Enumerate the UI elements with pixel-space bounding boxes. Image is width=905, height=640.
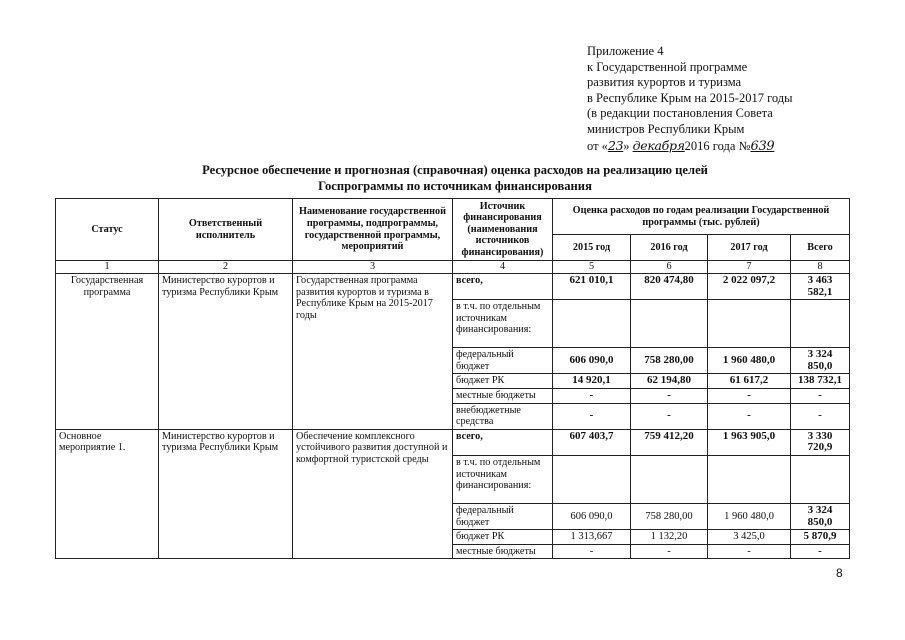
value-2015: 606 090,0 <box>553 503 631 529</box>
header-2016: 2016 год <box>631 235 708 261</box>
value-2016: - <box>631 403 708 429</box>
table-row <box>56 429 850 455</box>
value-2016: 759 412,20 <box>631 429 708 455</box>
value-2016: 758 280,00 <box>631 503 708 529</box>
value-2015: - <box>553 544 631 559</box>
col-number: 6 <box>631 261 708 274</box>
value-2015: - <box>553 403 631 429</box>
value-2015: - <box>553 388 631 403</box>
program-name-cell: Государственная программа развития курортов и туризма в Республике Крым на 2015-2017 годы <box>293 274 453 430</box>
value-2017: - <box>708 544 791 559</box>
col-number: 1 <box>56 261 159 274</box>
status-cell: Государственная программа <box>56 274 159 430</box>
value-2015 <box>553 455 631 503</box>
expenses-table <box>55 198 850 559</box>
source-cell: федеральный бюджет <box>453 503 553 529</box>
value-total: - <box>791 388 850 403</box>
value-total: 3 463 582,1 <box>791 274 850 300</box>
source-cell: бюджет РК <box>453 374 553 389</box>
source-cell: всего, <box>453 274 553 300</box>
value-2017: 1 960 480,0 <box>708 503 791 529</box>
date-prefix: от « <box>587 138 608 153</box>
value-2016: - <box>631 544 708 559</box>
appendix-line: к Государственной программе <box>587 59 748 74</box>
value-total: - <box>791 544 850 559</box>
source-cell: бюджет РК <box>453 530 553 545</box>
appendix-line: министров Республики Крым <box>587 121 745 136</box>
appendix-date-line <box>587 138 847 155</box>
value-total: 3 324 850,0 <box>791 503 850 529</box>
appendix-header <box>587 44 847 154</box>
column-numbers-row <box>56 261 850 274</box>
value-2017 <box>708 455 791 503</box>
col-number: 5 <box>553 261 631 274</box>
appendix-line: в Республике Крым на 2015-2017 годы <box>587 90 793 105</box>
document-title <box>60 162 850 194</box>
value-2016: 1 132,20 <box>631 530 708 545</box>
status-cell: Основное мероприятие 1. <box>56 429 159 559</box>
date-year: 2016 года № <box>684 138 751 153</box>
col-number: 2 <box>159 261 293 274</box>
title-line-1: Ресурсное обеспечение и прогнозная (справочная) оценка расходов на реализацию целей <box>202 163 708 177</box>
program-name-cell: Обеспечение комплексного устойчивого развития доступной и комфортной туристской среды <box>293 429 453 559</box>
value-total: 3 324 850,0 <box>791 348 850 374</box>
value-total: - <box>791 403 850 429</box>
page-number: 8 <box>836 566 843 580</box>
col-number: 7 <box>708 261 791 274</box>
source-cell: в т.ч. по отдельным источникам финансирования: <box>453 300 553 348</box>
source-cell: внебюджетные средства <box>453 403 553 429</box>
col-number: 8 <box>791 261 850 274</box>
header-2017: 2017 год <box>708 235 791 261</box>
value-total: 5 870,9 <box>791 530 850 545</box>
appendix-line: (в редакции постановления Совета <box>587 106 773 121</box>
header-total: Всего <box>791 235 850 261</box>
header-2015: 2015 год <box>553 235 631 261</box>
value-2016 <box>631 455 708 503</box>
header-row-1 <box>56 199 850 235</box>
value-2017 <box>708 300 791 348</box>
value-total: 3 330 720,9 <box>791 429 850 455</box>
col-number: 3 <box>293 261 453 274</box>
header-executor: Ответственный исполнитель <box>159 199 293 261</box>
source-cell: федеральный бюджет <box>453 348 553 374</box>
value-2017: 61 617,2 <box>708 374 791 389</box>
value-total <box>791 300 850 348</box>
value-2017: 1 960 480,0 <box>708 348 791 374</box>
source-cell: местные бюджеты <box>453 544 553 559</box>
value-2015: 14 920,1 <box>553 374 631 389</box>
value-2015: 621 010,1 <box>553 274 631 300</box>
header-estimate: Оценка расходов по годам реализации Государственной программы (тыс. рублей) <box>553 199 850 235</box>
value-2016: - <box>631 388 708 403</box>
header-status: Статус <box>56 199 159 261</box>
value-2015 <box>553 300 631 348</box>
appendix-line: Приложение 4 <box>587 44 664 58</box>
col-number: 4 <box>453 261 553 274</box>
title-line-2: Госпрограммы по источникам финансирования <box>318 179 592 193</box>
date-mid: » <box>623 138 633 153</box>
value-2017: 3 425,0 <box>708 530 791 545</box>
source-cell: местные бюджеты <box>453 388 553 403</box>
table-row <box>56 274 850 300</box>
value-2016: 758 280,00 <box>631 348 708 374</box>
handwritten-month: декабря <box>632 137 685 153</box>
handwritten-day: 23 <box>607 137 624 153</box>
value-2017: 1 963 905,0 <box>708 429 791 455</box>
value-2015: 607 403,7 <box>553 429 631 455</box>
value-2016: 62 194,80 <box>631 374 708 389</box>
appendix-line: развития курортов и туризма <box>587 75 742 90</box>
value-total: 138 732,1 <box>791 374 850 389</box>
header-program-name: Наименование государственной программы, подпрограммы, государственной программы, мероприятий <box>293 199 453 261</box>
value-2016: 820 474,80 <box>631 274 708 300</box>
value-2015: 1 313,667 <box>553 530 631 545</box>
header-source: Источник финансирования (наименования источников финансирования) <box>453 199 553 261</box>
source-cell: в т.ч. по отдельным источникам финансирования: <box>453 455 553 503</box>
value-2016 <box>631 300 708 348</box>
executor-cell: Министерство курортов и туризма Республики Крым <box>159 429 293 559</box>
handwritten-number: 639 <box>750 138 775 154</box>
executor-cell: Министерство курортов и туризма Республики Крым <box>159 274 293 430</box>
value-total <box>791 455 850 503</box>
value-2015: 606 090,0 <box>553 348 631 374</box>
source-cell: всего, <box>453 429 553 455</box>
value-2017: - <box>708 388 791 403</box>
value-2017: - <box>708 403 791 429</box>
value-2017: 2 022 097,2 <box>708 274 791 300</box>
